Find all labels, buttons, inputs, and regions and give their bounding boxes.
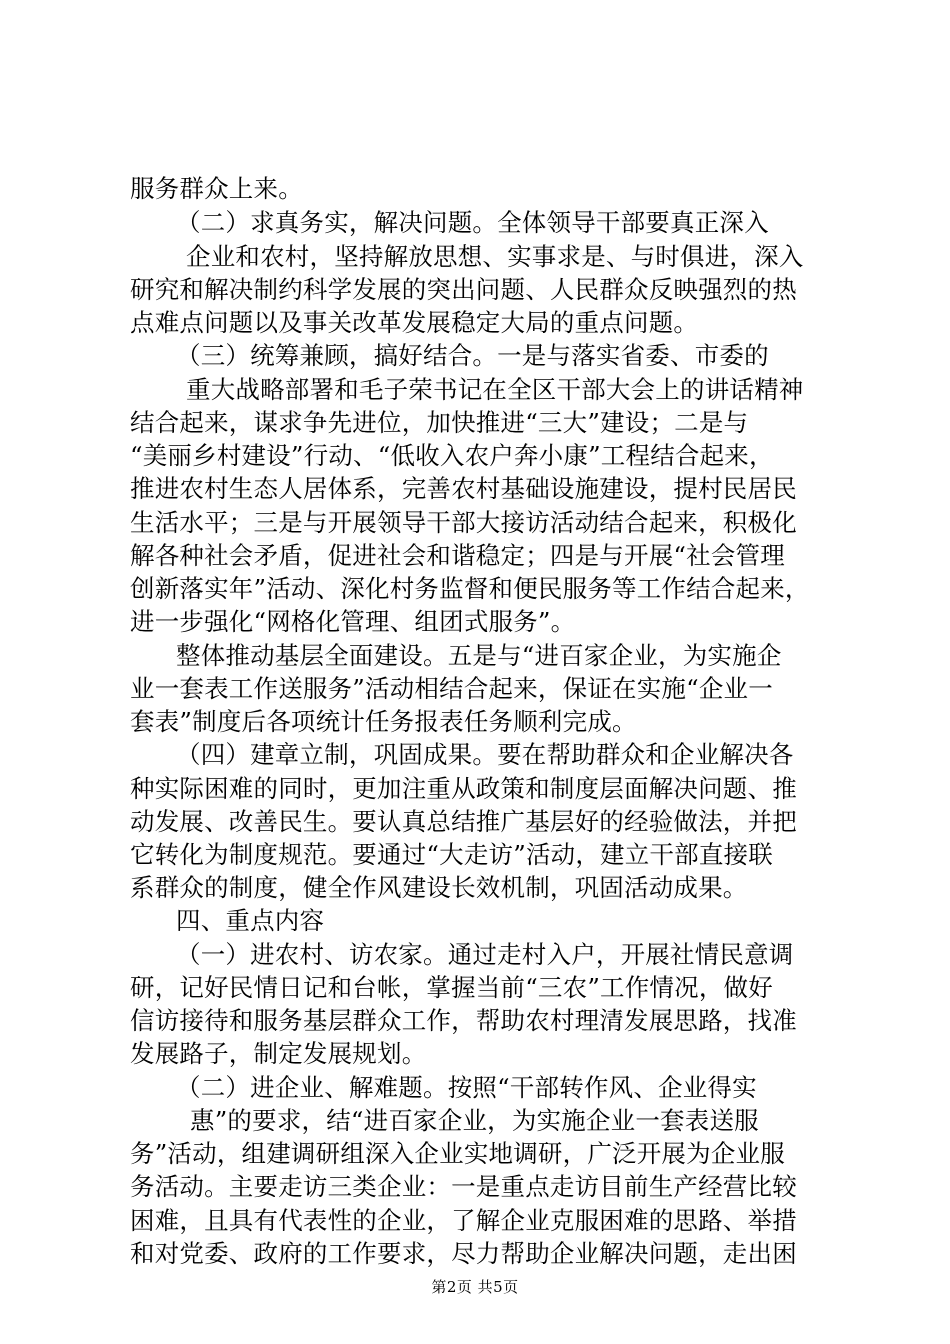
text-line: 进一步强化“网格化管理、组团式服务”。 — [130, 607, 576, 636]
text-line: （二）进企业、解难题。按照“干部转作风、企业得实 — [176, 1073, 757, 1102]
text-line: 套表”制度后各项统计任务报表任务顺利完成。 — [130, 707, 637, 736]
text-line: 服务群众上来。 — [130, 174, 303, 203]
text-line: （一）进农村、访农家。通过走村入户，开展社情民意调 — [176, 940, 794, 969]
text-line: 和对党委、政府的工作要求，尽力帮助企业解决问题，走出困 — [130, 1239, 797, 1268]
text-line: 发展路子，制定发展规划。 — [130, 1039, 427, 1068]
text-line: 务活动。主要走访三类企业：一是重点走访目前生产经营比较 — [130, 1172, 797, 1201]
text-line: “美丽乡村建设”行动、“低收入农户奔小康”工程结合起来， — [130, 441, 774, 470]
text-line: 困难，且具有代表性的企业，了解企业克服困难的思路、举措 — [130, 1206, 797, 1235]
text-line: 研究和解决制约科学发展的突出问题、人民群众反映强烈的热 — [130, 275, 797, 304]
text-line: 企业和农村，坚持解放思想、实事求是、与时俱进，深入 — [186, 242, 804, 271]
page-footer: 第2页 共5页 — [431, 1278, 519, 1296]
text-line: 系群众的制度，健全作风建设长效机制，巩固活动成果。 — [130, 873, 748, 902]
text-line: 整体推动基层全面建设。五是与“进百家企业，为实施企 — [176, 641, 782, 670]
section-heading: 四、重点内容 — [176, 906, 325, 935]
text-line: 惠”的要求，结“进百家企业，为实施企业一套表送服 — [190, 1106, 759, 1135]
text-line: （四）建章立制，巩固成果。要在帮助群众和企业解决各 — [176, 740, 794, 769]
text-line: 研，记好民情日记和台帐，掌握当前“三农”工作情况，做好 — [130, 973, 773, 1002]
text-line: 生活水平；三是与开展领导干部大接访活动结合起来，积极化 — [130, 508, 797, 537]
text-line: 动发展、改善民生。要认真总结推广基层好的经验做法，并把 — [130, 807, 797, 836]
text-line: 务”活动，组建调研组深入企业实地调研，广泛开展为企业服 — [130, 1139, 785, 1168]
text-line: 结合起来，谋求争先进位，加快推进“三大”建设；二是与 — [130, 408, 749, 437]
text-line: 信访接待和服务基层群众工作，帮助农村理清发展思路，找准 — [130, 1006, 797, 1035]
text-line: 点难点问题以及事关改革发展稳定大局的重点问题。 — [130, 308, 699, 337]
text-line: 业一套表工作送服务”活动相结合起来，保证在实施“企业一 — [130, 674, 773, 703]
text-line: （二）求真务实，解决问题。全体领导干部要真正深入 — [176, 208, 769, 237]
text-line: 重大战略部署和毛子荣书记在全区干部大会上的讲话精神 — [186, 375, 804, 404]
text-line: （三）统筹兼顾，搞好结合。一是与落实省委、市委的 — [176, 341, 769, 370]
text-line: 种实际困难的同时，更加注重从政策和制度层面解决问题、推 — [130, 774, 797, 803]
text-line: 解各种社会矛盾，促进社会和谐稳定；四是与开展“社会管理 — [130, 541, 785, 570]
text-line: 推进农村生态人居体系，完善农村基础设施建设，提村民居民 — [130, 474, 797, 503]
text-line: 创新落实年”活动、深化村务监督和便民服务等工作结合起来， — [130, 574, 810, 603]
text-line: 它转化为制度规范。要通过“大走访”活动，建立干部直接联 — [130, 840, 773, 869]
